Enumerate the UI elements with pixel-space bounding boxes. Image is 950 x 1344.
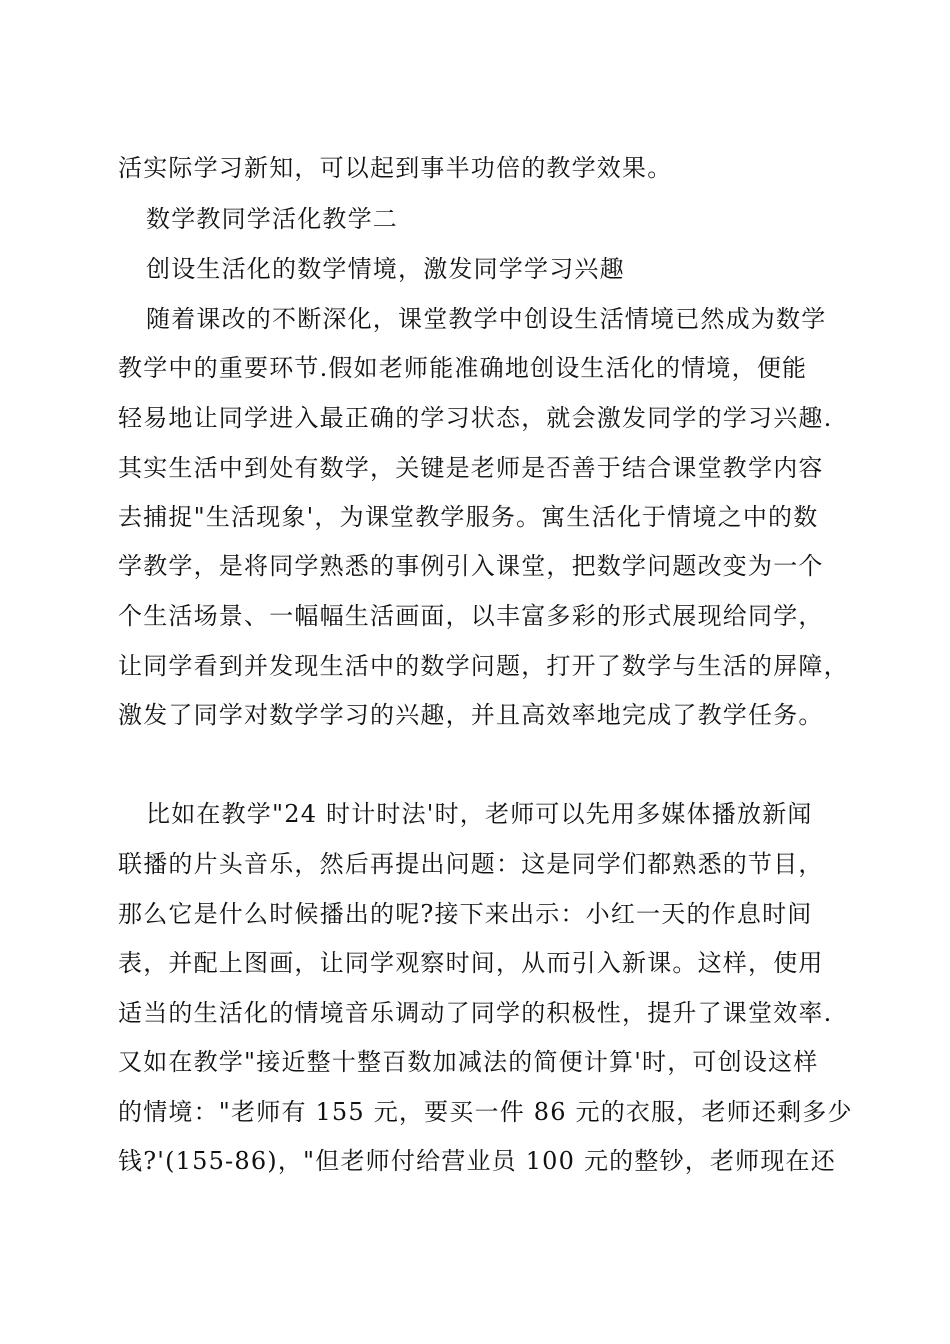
text-line: 教学中的重要环节.假如老师能准确地创设生活化的情境，便能 (118, 354, 808, 382)
text-line: 那么它是什么时候播出的呢?接下来出示：小红一天的作息时间 (118, 900, 813, 928)
text-line: 钱?'(155-86)，"但老师付给营业员 100 元的整钞，老师现在还 (118, 1147, 836, 1175)
text-line: 适当的生活化的情境音乐调动了同学的积极性，提升了课堂效率. (118, 999, 833, 1027)
subsection-heading: 创设生活化的数学情境，激发同学学习兴趣 (146, 255, 625, 283)
text-line: 比如在教学"24 时计时法'时，老师可以先用多媒体播放新闻 (146, 800, 813, 828)
text-line: 又如在教学"接近整十整百数加减法的简便计算'时，可创设这样 (118, 1048, 819, 1076)
text-line: 学教学，是将同学熟悉的事例引入课堂，把数学问题改变为一个 (118, 552, 824, 580)
text-line: 轻易地让同学进入最正确的学习状态，就会激发同学的学习兴趣. (118, 404, 833, 432)
text-line: 去捕捉"生活现象'，为课堂教学服务。寓生活化于情境之中的数 (118, 503, 819, 531)
text-line: 活实际学习新知，可以起到事半功倍的教学效果。 (118, 154, 673, 182)
text-line: 其实生活中到处有数学，关键是老师是否善于结合课堂教学内容 (118, 454, 824, 482)
text-line: 个生活场景、一幅幅生活画面，以丰富多彩的形式展现给同学， (118, 602, 824, 630)
section-heading: 数学教同学活化教学二 (146, 205, 398, 233)
text-line: 让同学看到并发现生活中的数学问题，打开了数学与生活的屏障， (118, 652, 849, 680)
text-line: 激发了同学对数学学习的兴趣，并且高效率地完成了教学任务。 (118, 701, 824, 729)
text-line: 表，并配上图画，让同学观察时间，从而引入新课。这样，使用 (118, 949, 824, 977)
text-line: 随着课改的不断深化，课堂教学中创设生活情境已然成为数学 (146, 305, 827, 333)
text-line: 的情境："老师有 155 元，要买一件 86 元的衣服，老师还剩多少 (118, 1098, 853, 1126)
text-line: 联播的片头音乐，然后再提出问题：这是同学们都熟悉的节目， (118, 850, 824, 878)
